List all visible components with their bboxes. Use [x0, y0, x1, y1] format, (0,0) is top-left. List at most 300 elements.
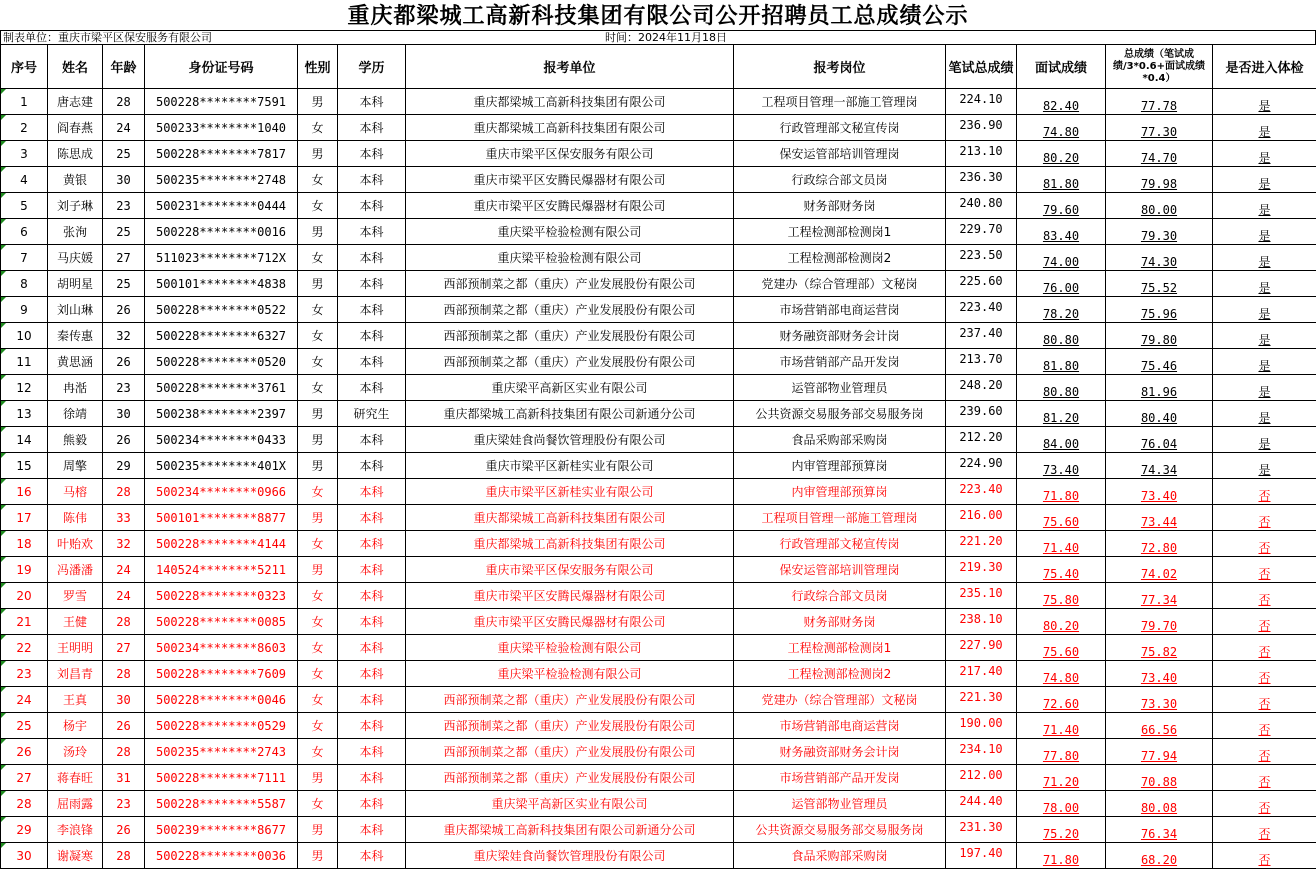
id-number-cell[interactable]	[145, 297, 298, 323]
post-cell[interactable]	[734, 427, 946, 453]
total-score-cell[interactable]	[1106, 219, 1213, 245]
sex-cell[interactable]	[298, 401, 338, 427]
age-cell[interactable]	[103, 583, 145, 609]
written-score-cell[interactable]	[946, 661, 1017, 687]
sex-cell[interactable]	[298, 739, 338, 765]
name-cell[interactable]	[48, 505, 103, 531]
id-number-cell[interactable]	[145, 557, 298, 583]
sex-cell[interactable]	[298, 219, 338, 245]
id-number-cell[interactable]	[145, 141, 298, 167]
post-cell[interactable]	[734, 453, 946, 479]
written-score-cell[interactable]	[946, 791, 1017, 817]
age-cell[interactable]	[103, 557, 145, 583]
unit-cell[interactable]	[406, 687, 734, 713]
total-score-cell[interactable]	[1106, 375, 1213, 401]
sex-cell[interactable]	[298, 609, 338, 635]
pass-exam-cell[interactable]	[1213, 557, 1316, 583]
written-score-cell[interactable]	[946, 271, 1017, 297]
id-number-cell[interactable]	[145, 687, 298, 713]
age-cell[interactable]	[103, 349, 145, 375]
post-cell[interactable]	[734, 687, 946, 713]
sex-cell[interactable]	[298, 505, 338, 531]
total-score-cell[interactable]	[1106, 661, 1213, 687]
education-cell[interactable]	[338, 843, 406, 869]
pass-exam-cell[interactable]	[1213, 219, 1316, 245]
written-score-cell[interactable]	[946, 479, 1017, 505]
education-cell[interactable]	[338, 479, 406, 505]
row-no[interactable]	[1, 297, 48, 323]
post-cell[interactable]	[734, 349, 946, 375]
pass-exam-cell[interactable]	[1213, 609, 1316, 635]
post-cell[interactable]	[734, 479, 946, 505]
post-cell[interactable]	[734, 583, 946, 609]
pass-exam-cell[interactable]	[1213, 245, 1316, 271]
education-cell[interactable]	[338, 557, 406, 583]
age-cell[interactable]	[103, 115, 145, 141]
written-score-cell[interactable]	[946, 115, 1017, 141]
education-cell[interactable]	[338, 583, 406, 609]
written-score-cell[interactable]	[946, 427, 1017, 453]
name-cell[interactable]	[48, 661, 103, 687]
unit-cell[interactable]	[406, 531, 734, 557]
interview-score-cell[interactable]	[1017, 791, 1106, 817]
sex-cell[interactable]	[298, 479, 338, 505]
interview-score-cell[interactable]	[1017, 115, 1106, 141]
interview-score-cell[interactable]	[1017, 453, 1106, 479]
row-no[interactable]	[1, 245, 48, 271]
pass-exam-cell[interactable]	[1213, 297, 1316, 323]
written-score-cell[interactable]	[946, 843, 1017, 869]
unit-cell[interactable]	[406, 115, 734, 141]
name-cell[interactable]	[48, 739, 103, 765]
name-cell[interactable]	[48, 791, 103, 817]
unit-cell[interactable]	[406, 479, 734, 505]
post-cell[interactable]	[734, 557, 946, 583]
name-cell[interactable]	[48, 843, 103, 869]
written-score-cell[interactable]	[946, 193, 1017, 219]
id-number-cell[interactable]	[145, 505, 298, 531]
sex-cell[interactable]	[298, 687, 338, 713]
name-cell[interactable]	[48, 297, 103, 323]
education-cell[interactable]	[338, 89, 406, 115]
row-no[interactable]	[1, 375, 48, 401]
total-score-cell[interactable]	[1106, 297, 1213, 323]
post-cell[interactable]	[734, 739, 946, 765]
name-cell[interactable]	[48, 401, 103, 427]
interview-score-cell[interactable]	[1017, 193, 1106, 219]
interview-score-cell[interactable]	[1017, 661, 1106, 687]
sex-cell[interactable]	[298, 167, 338, 193]
name-cell[interactable]	[48, 167, 103, 193]
sex-cell[interactable]	[298, 141, 338, 167]
col-header-post[interactable]: 报考岗位	[734, 45, 946, 89]
unit-cell[interactable]	[406, 271, 734, 297]
name-cell[interactable]	[48, 635, 103, 661]
post-cell[interactable]	[734, 271, 946, 297]
name-cell[interactable]	[48, 609, 103, 635]
education-cell[interactable]	[338, 219, 406, 245]
sex-cell[interactable]	[298, 557, 338, 583]
education-cell[interactable]	[338, 271, 406, 297]
row-no[interactable]	[1, 583, 48, 609]
total-score-cell[interactable]	[1106, 843, 1213, 869]
unit-cell[interactable]	[406, 193, 734, 219]
pass-exam-cell[interactable]	[1213, 141, 1316, 167]
id-number-cell[interactable]	[145, 661, 298, 687]
id-number-cell[interactable]	[145, 453, 298, 479]
name-cell[interactable]	[48, 583, 103, 609]
age-cell[interactable]	[103, 401, 145, 427]
name-cell[interactable]	[48, 271, 103, 297]
unit-cell[interactable]	[406, 583, 734, 609]
written-score-cell[interactable]	[946, 453, 1017, 479]
row-no[interactable]	[1, 427, 48, 453]
row-no[interactable]	[1, 817, 48, 843]
interview-score-cell[interactable]	[1017, 635, 1106, 661]
id-number-cell[interactable]	[145, 427, 298, 453]
id-number-cell[interactable]	[145, 193, 298, 219]
interview-score-cell[interactable]	[1017, 427, 1106, 453]
pass-exam-cell[interactable]	[1213, 349, 1316, 375]
id-number-cell[interactable]	[145, 271, 298, 297]
id-number-cell[interactable]	[145, 635, 298, 661]
total-score-cell[interactable]	[1106, 583, 1213, 609]
unit-cell[interactable]	[406, 323, 734, 349]
pass-exam-cell[interactable]	[1213, 271, 1316, 297]
education-cell[interactable]	[338, 115, 406, 141]
education-cell[interactable]	[338, 401, 406, 427]
id-number-cell[interactable]	[145, 245, 298, 271]
sex-cell[interactable]	[298, 791, 338, 817]
pass-exam-cell[interactable]	[1213, 713, 1316, 739]
pass-exam-cell[interactable]	[1213, 531, 1316, 557]
written-score-cell[interactable]	[946, 245, 1017, 271]
id-number-cell[interactable]	[145, 817, 298, 843]
total-score-cell[interactable]	[1106, 505, 1213, 531]
age-cell[interactable]	[103, 843, 145, 869]
col-header-written[interactable]: 笔试总成绩	[946, 45, 1017, 89]
education-cell[interactable]	[338, 141, 406, 167]
id-number-cell[interactable]	[145, 531, 298, 557]
age-cell[interactable]	[103, 479, 145, 505]
education-cell[interactable]	[338, 453, 406, 479]
col-header-pass[interactable]: 是否进入体检	[1213, 45, 1316, 89]
education-cell[interactable]	[338, 661, 406, 687]
post-cell[interactable]	[734, 375, 946, 401]
written-score-cell[interactable]	[946, 297, 1017, 323]
post-cell[interactable]	[734, 141, 946, 167]
pass-exam-cell[interactable]	[1213, 843, 1316, 869]
sex-cell[interactable]	[298, 193, 338, 219]
total-score-cell[interactable]	[1106, 713, 1213, 739]
written-score-cell[interactable]	[946, 687, 1017, 713]
age-cell[interactable]	[103, 141, 145, 167]
age-cell[interactable]	[103, 609, 145, 635]
written-score-cell[interactable]	[946, 739, 1017, 765]
pass-exam-cell[interactable]	[1213, 323, 1316, 349]
post-cell[interactable]	[734, 635, 946, 661]
name-cell[interactable]	[48, 479, 103, 505]
pass-exam-cell[interactable]	[1213, 583, 1316, 609]
col-header-edu[interactable]: 学历	[338, 45, 406, 89]
unit-cell[interactable]	[406, 661, 734, 687]
post-cell[interactable]	[734, 505, 946, 531]
interview-score-cell[interactable]	[1017, 557, 1106, 583]
row-no[interactable]	[1, 635, 48, 661]
col-header-id[interactable]: 身份证号码	[145, 45, 298, 89]
age-cell[interactable]	[103, 661, 145, 687]
id-number-cell[interactable]	[145, 219, 298, 245]
interview-score-cell[interactable]	[1017, 739, 1106, 765]
sex-cell[interactable]	[298, 531, 338, 557]
age-cell[interactable]	[103, 219, 145, 245]
sex-cell[interactable]	[298, 427, 338, 453]
interview-score-cell[interactable]	[1017, 843, 1106, 869]
total-score-cell[interactable]	[1106, 245, 1213, 271]
interview-score-cell[interactable]	[1017, 167, 1106, 193]
written-score-cell[interactable]	[946, 635, 1017, 661]
interview-score-cell[interactable]	[1017, 609, 1106, 635]
name-cell[interactable]	[48, 89, 103, 115]
row-no[interactable]	[1, 115, 48, 141]
written-score-cell[interactable]	[946, 609, 1017, 635]
sex-cell[interactable]	[298, 817, 338, 843]
written-score-cell[interactable]	[946, 89, 1017, 115]
row-no[interactable]	[1, 271, 48, 297]
age-cell[interactable]	[103, 739, 145, 765]
interview-score-cell[interactable]	[1017, 323, 1106, 349]
age-cell[interactable]	[103, 817, 145, 843]
post-cell[interactable]	[734, 323, 946, 349]
written-score-cell[interactable]	[946, 817, 1017, 843]
id-number-cell[interactable]	[145, 843, 298, 869]
sex-cell[interactable]	[298, 661, 338, 687]
education-cell[interactable]	[338, 739, 406, 765]
unit-cell[interactable]	[406, 401, 734, 427]
name-cell[interactable]	[48, 713, 103, 739]
name-cell[interactable]	[48, 453, 103, 479]
interview-score-cell[interactable]	[1017, 687, 1106, 713]
age-cell[interactable]	[103, 375, 145, 401]
education-cell[interactable]	[338, 687, 406, 713]
interview-score-cell[interactable]	[1017, 531, 1106, 557]
unit-cell[interactable]	[406, 713, 734, 739]
sex-cell[interactable]	[298, 583, 338, 609]
written-score-cell[interactable]	[946, 583, 1017, 609]
education-cell[interactable]	[338, 245, 406, 271]
unit-cell[interactable]	[406, 817, 734, 843]
sex-cell[interactable]	[298, 115, 338, 141]
pass-exam-cell[interactable]	[1213, 167, 1316, 193]
unit-cell[interactable]	[406, 297, 734, 323]
written-score-cell[interactable]	[946, 713, 1017, 739]
education-cell[interactable]	[338, 817, 406, 843]
post-cell[interactable]	[734, 245, 946, 271]
education-cell[interactable]	[338, 791, 406, 817]
education-cell[interactable]	[338, 297, 406, 323]
name-cell[interactable]	[48, 375, 103, 401]
age-cell[interactable]	[103, 193, 145, 219]
name-cell[interactable]	[48, 349, 103, 375]
total-score-cell[interactable]	[1106, 739, 1213, 765]
name-cell[interactable]	[48, 817, 103, 843]
total-score-cell[interactable]	[1106, 557, 1213, 583]
pass-exam-cell[interactable]	[1213, 453, 1316, 479]
interview-score-cell[interactable]	[1017, 141, 1106, 167]
post-cell[interactable]	[734, 531, 946, 557]
post-cell[interactable]	[734, 843, 946, 869]
total-score-cell[interactable]	[1106, 687, 1213, 713]
id-number-cell[interactable]	[145, 609, 298, 635]
post-cell[interactable]	[734, 193, 946, 219]
unit-cell[interactable]	[406, 219, 734, 245]
id-number-cell[interactable]	[145, 713, 298, 739]
total-score-cell[interactable]	[1106, 193, 1213, 219]
id-number-cell[interactable]	[145, 89, 298, 115]
age-cell[interactable]	[103, 687, 145, 713]
row-no[interactable]	[1, 843, 48, 869]
written-score-cell[interactable]	[946, 375, 1017, 401]
row-no[interactable]	[1, 687, 48, 713]
pass-exam-cell[interactable]	[1213, 89, 1316, 115]
id-number-cell[interactable]	[145, 479, 298, 505]
interview-score-cell[interactable]	[1017, 479, 1106, 505]
age-cell[interactable]	[103, 505, 145, 531]
written-score-cell[interactable]	[946, 167, 1017, 193]
pass-exam-cell[interactable]	[1213, 661, 1316, 687]
written-score-cell[interactable]	[946, 141, 1017, 167]
row-no[interactable]	[1, 739, 48, 765]
post-cell[interactable]	[734, 661, 946, 687]
sex-cell[interactable]	[298, 349, 338, 375]
name-cell[interactable]	[48, 687, 103, 713]
sex-cell[interactable]	[298, 713, 338, 739]
name-cell[interactable]	[48, 557, 103, 583]
name-cell[interactable]	[48, 115, 103, 141]
sex-cell[interactable]	[298, 635, 338, 661]
written-score-cell[interactable]	[946, 219, 1017, 245]
total-score-cell[interactable]	[1106, 817, 1213, 843]
interview-score-cell[interactable]	[1017, 505, 1106, 531]
education-cell[interactable]	[338, 349, 406, 375]
sex-cell[interactable]	[298, 297, 338, 323]
unit-cell[interactable]	[406, 245, 734, 271]
unit-cell[interactable]	[406, 791, 734, 817]
unit-cell[interactable]	[406, 635, 734, 661]
name-cell[interactable]	[48, 427, 103, 453]
interview-score-cell[interactable]	[1017, 245, 1106, 271]
pass-exam-cell[interactable]	[1213, 739, 1316, 765]
pass-exam-cell[interactable]	[1213, 479, 1316, 505]
age-cell[interactable]	[103, 453, 145, 479]
col-header-total[interactable]: 总成绩（笔试成绩/3*0.6+面试成绩*0.4）	[1106, 45, 1213, 89]
pass-exam-cell[interactable]	[1213, 505, 1316, 531]
name-cell[interactable]	[48, 245, 103, 271]
name-cell[interactable]	[48, 323, 103, 349]
written-score-cell[interactable]	[946, 531, 1017, 557]
name-cell[interactable]	[48, 219, 103, 245]
education-cell[interactable]	[338, 375, 406, 401]
education-cell[interactable]	[338, 505, 406, 531]
row-no[interactable]	[1, 193, 48, 219]
id-number-cell[interactable]	[145, 349, 298, 375]
id-number-cell[interactable]	[145, 167, 298, 193]
sex-cell[interactable]	[298, 843, 338, 869]
row-no[interactable]	[1, 609, 48, 635]
education-cell[interactable]	[338, 531, 406, 557]
sex-cell[interactable]	[298, 271, 338, 297]
id-number-cell[interactable]	[145, 401, 298, 427]
total-score-cell[interactable]	[1106, 323, 1213, 349]
education-cell[interactable]	[338, 635, 406, 661]
row-no[interactable]	[1, 453, 48, 479]
row-no[interactable]	[1, 141, 48, 167]
name-cell[interactable]	[48, 193, 103, 219]
id-number-cell[interactable]	[145, 739, 298, 765]
interview-score-cell[interactable]	[1017, 713, 1106, 739]
pass-exam-cell[interactable]	[1213, 791, 1316, 817]
pass-exam-cell[interactable]	[1213, 427, 1316, 453]
total-score-cell[interactable]	[1106, 271, 1213, 297]
unit-cell[interactable]	[406, 609, 734, 635]
sex-cell[interactable]	[298, 375, 338, 401]
col-header-no[interactable]: 序号	[1, 45, 48, 89]
row-no[interactable]	[1, 661, 48, 687]
written-score-cell[interactable]	[946, 323, 1017, 349]
sex-cell[interactable]	[298, 453, 338, 479]
interview-score-cell[interactable]	[1017, 401, 1106, 427]
interview-score-cell[interactable]	[1017, 583, 1106, 609]
row-no[interactable]	[1, 557, 48, 583]
row-no[interactable]	[1, 167, 48, 193]
education-cell[interactable]	[338, 193, 406, 219]
age-cell[interactable]	[103, 89, 145, 115]
post-cell[interactable]	[734, 297, 946, 323]
unit-cell[interactable]	[406, 349, 734, 375]
row-no[interactable]	[1, 323, 48, 349]
unit-cell[interactable]	[406, 89, 734, 115]
total-score-cell[interactable]	[1106, 427, 1213, 453]
unit-cell[interactable]	[406, 739, 734, 765]
row-no[interactable]	[1, 531, 48, 557]
education-cell[interactable]	[338, 167, 406, 193]
total-score-cell[interactable]	[1106, 141, 1213, 167]
total-score-cell[interactable]	[1106, 453, 1213, 479]
age-cell[interactable]	[103, 427, 145, 453]
total-score-cell[interactable]	[1106, 531, 1213, 557]
unit-cell[interactable]	[406, 167, 734, 193]
age-cell[interactable]	[103, 167, 145, 193]
row-no[interactable]	[1, 505, 48, 531]
row-no[interactable]	[1, 89, 48, 115]
pass-exam-cell[interactable]	[1213, 193, 1316, 219]
interview-score-cell[interactable]	[1017, 89, 1106, 115]
interview-score-cell[interactable]	[1017, 219, 1106, 245]
id-number-cell[interactable]	[145, 323, 298, 349]
name-cell[interactable]	[48, 141, 103, 167]
post-cell[interactable]	[734, 817, 946, 843]
age-cell[interactable]	[103, 791, 145, 817]
id-number-cell[interactable]	[145, 115, 298, 141]
col-header-interview[interactable]: 面试成绩	[1017, 45, 1106, 89]
total-score-cell[interactable]	[1106, 349, 1213, 375]
unit-cell[interactable]	[406, 141, 734, 167]
education-cell[interactable]	[338, 323, 406, 349]
row-no[interactable]	[1, 349, 48, 375]
row-no[interactable]	[1, 791, 48, 817]
total-score-cell[interactable]	[1106, 479, 1213, 505]
sex-cell[interactable]	[298, 323, 338, 349]
